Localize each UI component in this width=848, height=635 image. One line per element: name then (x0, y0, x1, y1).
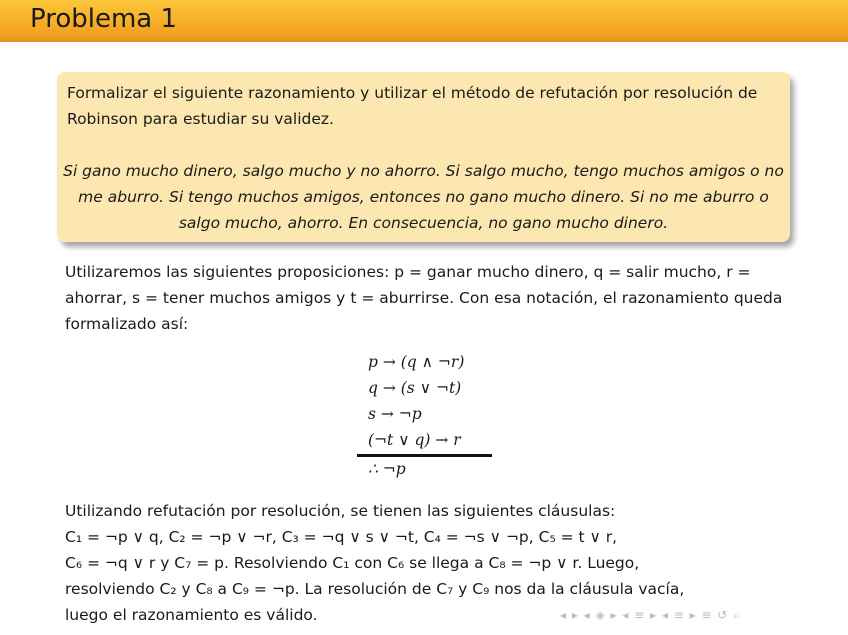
resolution-intro: Utilizando refutación por resolución, se tienen las siguientes cláusulas: (65, 502, 616, 520)
resolution-line-2: C₆ = ¬q ∨ r y C₇ = p. Resolviendo C₁ con C₆ se llega a C₈ = ¬p ∨ r. Luego, (65, 554, 640, 572)
problem-argument: Si gano mucho dinero, salgo mucho y no ahorro. Si salgo mucho, tengo muchos amigos o no me aburro. Si tengo muchos amigos, entonces no gano mucho dinero. Si no me aburro o salgo mucho, ahorro. En consecuencia, no gano mucho dinero. (63, 162, 784, 232)
notation-r: r = ahorrar, (65, 263, 751, 307)
notation-q: q = salir mucho, (593, 263, 722, 281)
problem-block (57, 72, 790, 242)
notation-paragraph (65, 259, 795, 337)
beamer-navigation-icons[interactable]: ◂ ▸ ◂ ◈ ▸ ◂ ≡ ▸ ◂ ≡ ▸ ≡ ↺ ⌕ (560, 608, 741, 622)
resolution-line-1: C₁ = ¬p ∨ q, C₂ = ¬p ∨ ¬r, C₃ = ¬q ∨ s ∨ ¬t, C₄ = ¬s ∨ ¬p, C₅ = t ∨ r, (65, 528, 618, 546)
premise-2: q → (s ∨ ¬t) (368, 379, 462, 397)
notation-intro: Utilizaremos las siguientes proposiciones: (65, 263, 390, 281)
resolution-line-3: resolviendo C₂ y C₈ a C₉ = ¬p. La resolución de C₇ y C₉ nos da la cláusula vacía, (65, 580, 685, 598)
problem-instruction: Formalizar el siguiente razonamiento y utilizar el método de refutación por resolución de Robinson para estudiar su validez. (67, 84, 758, 128)
premise-4: (¬t ∨ q) → r (368, 431, 461, 449)
notation-p: p = ganar mucho dinero, (394, 263, 589, 281)
conclusion: ∴ ¬p (368, 460, 406, 478)
frame-title-bar (0, 0, 848, 42)
notation-s: s = tener muchos amigos y (132, 289, 346, 307)
premise-1: p → (q ∧ ¬r) (368, 353, 465, 371)
premise-3: s → ¬p (368, 405, 422, 423)
formalized-argument (368, 349, 464, 453)
resolution-line-4: luego el razonamiento es válido. (65, 606, 318, 624)
notation-t: t = aburrirse. (350, 289, 455, 307)
frame-title: Problema 1 (30, 4, 178, 34)
notation-rest: Con esa notación, el razonamiento queda formalizado así: (65, 289, 783, 333)
